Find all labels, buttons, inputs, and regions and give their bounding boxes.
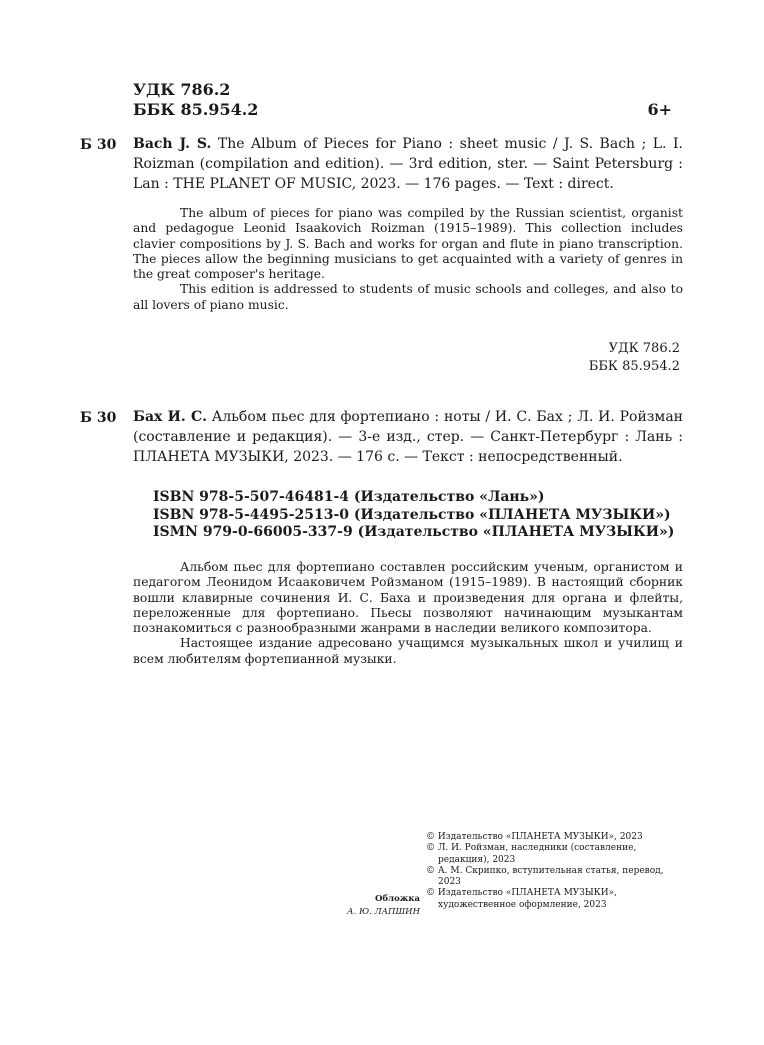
- english-annotation: [133, 206, 683, 313]
- russian-entry: [133, 407, 683, 467]
- bbk-code: ББК 85.954.2: [133, 100, 259, 119]
- classification-block: [133, 80, 258, 120]
- right-udk-code: УДК 786.2: [608, 341, 680, 356]
- copyright-item: © Л. И. Ройзман, наследники (составление, редакция), 2023: [426, 843, 637, 865]
- copyright-item: © Издательство «ПЛАНЕТА МУЗЫКИ», художественное оформление, 2023: [426, 888, 617, 910]
- russian-annotation-p1: Альбом пьес для фортепиано составлен российским ученым, органистом и педагогом Леонидом Исааковичем Ройзманом (1915–1989). В настоящий сборник вошли клавирные сочинения И. С. Баха и произведения для органа и флейты, переложенные для фортепиано. Пьесы позволяют начинающим музыкантам познакомиться с разнообразными жанрами в наследии великого композитора.: [133, 560, 683, 636]
- english-entry: [133, 134, 683, 194]
- isbn-line: ISBN 978-5-4495-2513-0 (Издательство «ПЛАНЕТА МУЗЫКИ»): [153, 506, 671, 523]
- copyright-block: [426, 832, 688, 911]
- isbn-line: ISBN 978-5-507-46481-4 (Издательство «Лань»): [153, 489, 545, 505]
- english-annotation-p2: This edition is addressed to students of music schools and colleges, and also to all lovers of piano music.: [133, 282, 683, 312]
- russian-entry-code: Б 30: [80, 410, 117, 426]
- cover-artist: А. Ю. ЛАПШИН: [347, 907, 420, 917]
- copyright-item: © Издательство «ПЛАНЕТА МУЗЫКИ», 2023: [426, 832, 643, 842]
- right-classification-block: [589, 340, 680, 376]
- copyright-item: © А. М. Скрипко, вступительная статья, перевод, 2023: [426, 865, 664, 888]
- cover-credit: [320, 893, 420, 919]
- isbn-block: [153, 489, 674, 542]
- cover-role: Обложка: [375, 894, 420, 904]
- english-entry-body: The Album of Pieces for Piano : sheet music / J. S. Bach ; L. I. Roizman (compilation and edition). — 3rd edition, ster. — Saint Petersburg : Lan : THE PLANET OF MUSIC, 2023. — 176 pages. — Text : direct.: [133, 136, 683, 192]
- ismn-line: ISMN 979-0-66005-337-9 (Издательство «ПЛАНЕТА МУЗЫКИ»): [153, 524, 675, 540]
- english-entry-author: Bach J. S.: [133, 136, 212, 152]
- age-rating: 6+: [647, 100, 672, 119]
- russian-entry-author: Бах И. С.: [133, 409, 207, 425]
- russian-annotation: [133, 560, 683, 667]
- russian-annotation-p2: Настоящее издание адресовано учащимся музыкальных школ и училищ и всем любителям фортепианной музыки.: [133, 636, 683, 666]
- udk-code: УДК 786.2: [133, 80, 231, 99]
- russian-entry-body: Альбом пьес для фортепиано : ноты / И. С. Бах ; Л. И. Ройзман (составление и редакция). — 3-е изд., стер. — Санкт-Петербург : Лань : ПЛАНЕТА МУЗЫКИ, 2023. — 176 с. — Текст : непосредственный.: [133, 409, 683, 465]
- right-bbk-code: ББК 85.954.2: [588, 359, 680, 374]
- english-annotation-p1: The album of pieces for piano was compiled by the Russian scientist, organist and pedagogue Leonid Isaakovich Roizman (1915–1989). This collection includes clavier compositions by J. S. Bach and works for organ and flute in piano transcription. The pieces allow the beginning musicians to get acquainted with a variety of genres in the great composer's heritage.: [133, 206, 683, 282]
- english-entry-code: Б 30: [80, 137, 117, 153]
